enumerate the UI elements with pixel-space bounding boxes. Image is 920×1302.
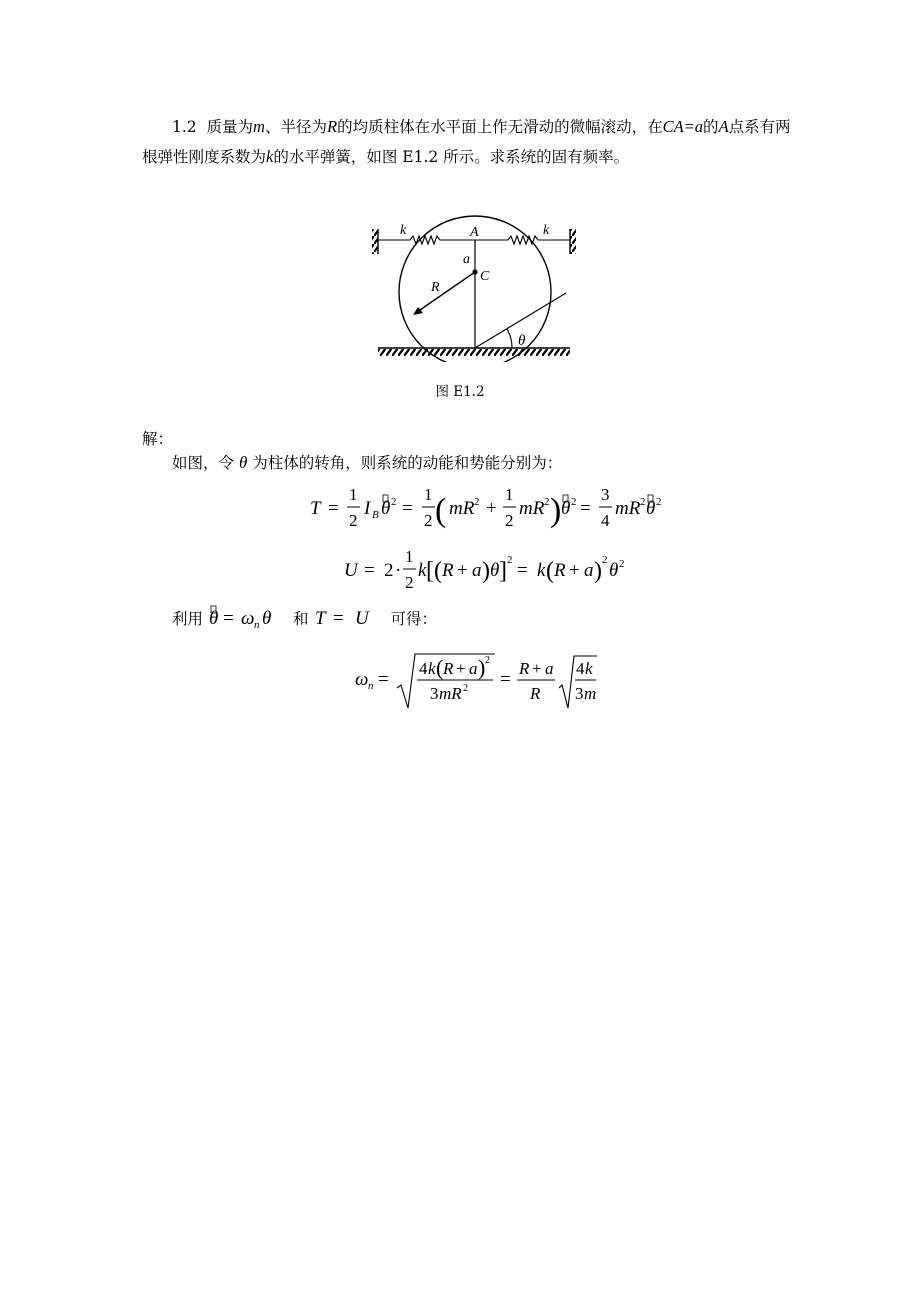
svg-text:1: 1 — [349, 485, 358, 504]
svg-text:(: ( — [434, 558, 442, 584]
svg-text:·: · — [395, 560, 402, 581]
figure-caption: 图 E1.2 — [435, 384, 485, 400]
omega-relation — [207, 605, 289, 631]
label-c: C — [480, 269, 490, 284]
potential-energy-equation — [344, 545, 624, 599]
svg-text:3: 3 — [575, 684, 584, 703]
svg-text:]: ] — [499, 558, 507, 584]
svg-text:2: 2 — [571, 496, 577, 508]
svg-text:k: k — [428, 659, 436, 678]
svg-text:U: U — [354, 608, 369, 629]
svg-text:+: + — [457, 560, 468, 581]
svg-text:2: 2 — [463, 683, 468, 694]
svg-text:2: 2 — [384, 560, 394, 581]
svg-text:[: [ — [426, 558, 434, 584]
svg-text:3: 3 — [430, 684, 439, 703]
svg-text:=: = — [580, 498, 591, 519]
svg-text:T: T — [310, 498, 321, 519]
svg-text:R: R — [443, 659, 454, 678]
svg-text:a: a — [472, 560, 482, 581]
svg-text:1: 1 — [505, 485, 514, 504]
svg-text:R: R — [519, 659, 530, 678]
svg-text:2: 2 — [485, 655, 490, 666]
svg-text:=: = — [328, 498, 339, 519]
label-a-point: A — [470, 225, 479, 240]
svg-text:θ: θ — [490, 560, 500, 581]
svg-text:ω: ω — [241, 608, 255, 629]
svg-text:): ) — [594, 558, 602, 584]
svg-text:mR: mR — [439, 684, 462, 703]
svg-text:2: 2 — [656, 496, 662, 508]
label-k-right: k — [543, 223, 550, 238]
natural-frequency-equation — [355, 650, 605, 716]
svg-text:U: U — [344, 560, 358, 581]
svg-text:): ) — [550, 492, 562, 529]
svg-text:θ: θ — [646, 498, 656, 519]
svg-text:θ: θ — [262, 608, 272, 629]
svg-text:k: k — [537, 560, 546, 581]
svg-text:2: 2 — [391, 496, 397, 508]
svg-text:): ) — [482, 558, 490, 584]
svg-text:θ: θ — [209, 608, 219, 629]
svg-text:=: = — [332, 608, 344, 629]
svg-text:R: R — [442, 560, 454, 581]
solution-heading: 解： — [142, 430, 174, 448]
radius-arrow — [417, 272, 475, 312]
label-a-length: a — [463, 252, 470, 267]
figure-e1-2 — [362, 212, 582, 366]
svg-text:a: a — [584, 560, 594, 581]
svg-text:=: = — [500, 669, 511, 690]
svg-text:a: a — [545, 659, 554, 678]
svg-text:R: R — [530, 684, 541, 703]
svg-text:): ) — [478, 655, 486, 680]
svg-text:2: 2 — [507, 554, 513, 566]
svg-text:=: = — [223, 608, 234, 629]
problem-statement: 1.2 质量为m、半径为R的均质柱体在水平面上作无滑动的微幅滚动，在CA=a的A点系有两根弹性刚度系数为k的水平弹簧，如图 E1.2 所示。求系统的固有频率。 — [142, 117, 791, 166]
solution-intro: 如图，令 θ 为柱体的转角，则系统的动能和势能分别为： — [172, 453, 563, 472]
theta-arc — [507, 329, 512, 348]
label-theta: θ — [518, 333, 526, 349]
svg-text:n: n — [254, 619, 260, 631]
svg-text:I: I — [364, 498, 371, 519]
solution-condition: 利用 θ = ω n θ 和 T = U 可得： — [172, 605, 437, 631]
svg-text:mR: mR — [519, 498, 545, 519]
svg-text:=: = — [364, 560, 375, 581]
svg-text:2: 2 — [602, 554, 608, 566]
svg-text:2: 2 — [424, 511, 433, 530]
svg-text:2: 2 — [544, 496, 550, 508]
svg-text:k: k — [418, 560, 427, 581]
right-spring — [475, 236, 570, 244]
svg-text:T: T — [314, 608, 326, 629]
kinetic-energy-equation — [310, 483, 662, 537]
svg-text:n: n — [368, 680, 374, 692]
svg-text:B: B — [372, 509, 379, 521]
svg-text:+: + — [532, 659, 542, 678]
svg-text:θ: θ — [381, 498, 391, 519]
svg-text:(: ( — [435, 492, 447, 529]
svg-text:=: = — [402, 498, 413, 519]
svg-text:4: 4 — [601, 511, 610, 530]
svg-text:4: 4 — [419, 659, 428, 678]
svg-text:m: m — [584, 684, 597, 703]
svg-text:3: 3 — [601, 485, 610, 504]
ground-hatch — [378, 349, 570, 356]
left-spring — [378, 236, 475, 244]
svg-text:+: + — [456, 659, 466, 678]
label-k-left: k — [400, 223, 407, 238]
svg-text:4: 4 — [576, 659, 585, 678]
svg-text:2: 2 — [474, 496, 480, 508]
energy-equality — [313, 605, 387, 631]
svg-text:θ: θ — [561, 498, 571, 519]
svg-text:k: k — [585, 659, 593, 678]
svg-text:2: 2 — [505, 511, 514, 530]
svg-text:2: 2 — [405, 573, 414, 592]
svg-text:(: ( — [546, 558, 554, 584]
label-r: R — [431, 280, 440, 295]
svg-text:2: 2 — [349, 511, 358, 530]
svg-text:1: 1 — [405, 547, 414, 566]
svg-text:2: 2 — [619, 558, 625, 570]
svg-text:1: 1 — [424, 485, 433, 504]
svg-text:ω: ω — [355, 669, 369, 690]
svg-text:(: ( — [436, 655, 444, 680]
cylinder-spring-diagram — [362, 212, 582, 362]
svg-text:a: a — [469, 659, 478, 678]
svg-text:+: + — [569, 560, 580, 581]
svg-text:=: = — [378, 669, 389, 690]
svg-text:+: + — [486, 498, 497, 519]
svg-text:mR: mR — [449, 498, 475, 519]
svg-text:R: R — [554, 560, 566, 581]
svg-text:2: 2 — [640, 496, 646, 508]
svg-text:=: = — [517, 560, 528, 581]
svg-text:mR: mR — [615, 498, 641, 519]
svg-text:θ: θ — [609, 560, 619, 581]
